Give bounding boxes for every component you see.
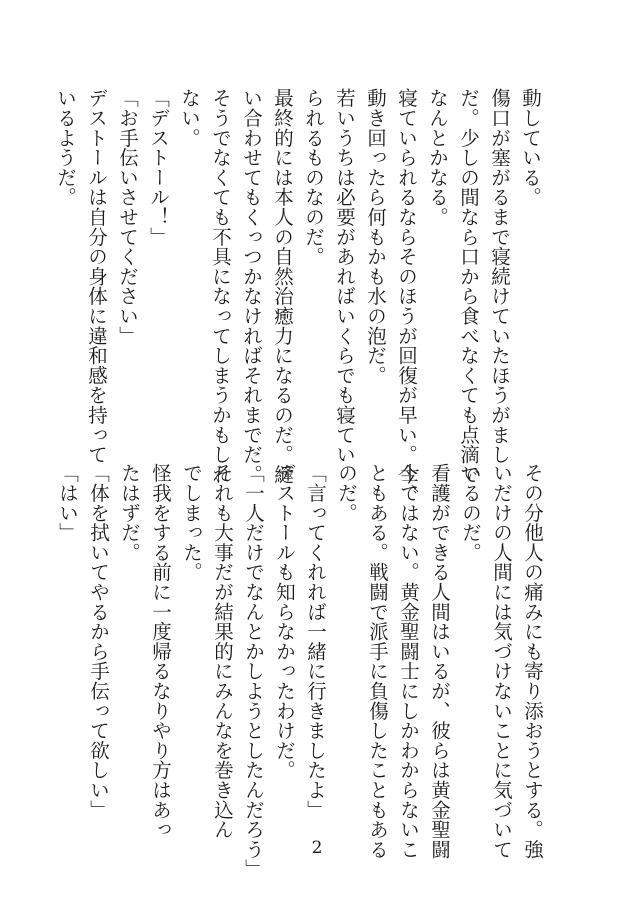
text-column: 寝ていられるならそのほうが回復が早い。今、: [395, 88, 418, 504]
text-column: デストールは自分の身体に違和感を持って: [85, 88, 108, 465]
text-column: 若いうちは必要があればいくらでも寝てい: [333, 88, 356, 465]
text-column: その分他人の痛みにも寄り添おうとする。強: [521, 463, 544, 859]
text-column: ともある。戦闘で派手に負傷したこともある: [366, 463, 389, 859]
text-column: でしまった。: [180, 463, 203, 582]
text-column: 傷口が塞がるまで寝続けていたほうがまし: [488, 88, 511, 465]
text-column: いるのだ。: [459, 463, 482, 562]
text-column: ない。: [178, 88, 201, 148]
text-column: のだ。: [335, 463, 358, 523]
text-column: 動している。: [519, 88, 542, 207]
text-column: い合わせてもくっつかなければそれまでだ。: [240, 88, 263, 484]
text-column: だ。少しの間なら口から食べなくても点滴で: [457, 88, 480, 484]
text-column: られるものなのだ。: [302, 88, 325, 267]
lower-text-block: [52, 463, 548, 879]
dialogue-column: 「デストール！」: [147, 88, 170, 247]
text-column: それも大事だが結果的にみんなを巻き込ん: [211, 463, 234, 840]
dialogue-column: 「お手伝いさせてください」: [116, 88, 139, 346]
dialogue-column: 「体を拭いてやるから手伝って欲しい」: [87, 463, 110, 820]
dialogue-column: 「はい」: [56, 463, 79, 543]
dialogue-column: 「言ってくれれば一緒に行きましたよ」: [304, 463, 327, 820]
text-column: なんとかなる。: [426, 88, 449, 227]
text-column: 怪我をする前に一度帰るなりやり方はあっ: [149, 463, 172, 840]
text-column: そうでなくても不具になってしまうかもしれ: [209, 88, 232, 484]
dialogue-column: 「一人だけでなんとかしようとしたんだろう」: [242, 463, 265, 879]
text-column: 士ではない。黄金聖闘士にしかわからないこ: [397, 463, 420, 859]
text-column: たはずだ。: [118, 463, 141, 562]
page-number: 2: [311, 838, 323, 858]
text-column: いだけの人間には気づけないことに気づいて: [490, 463, 513, 859]
text-column: 看護ができる人間はいるが、彼らは黄金聖闘: [428, 463, 451, 859]
text-column: 最終的には本人の自然治癒力になるのだ。縫: [271, 88, 294, 484]
text-column: いるようだ。: [54, 88, 77, 207]
text-column: デストールも知らなかったわけだ。: [273, 463, 296, 780]
text-column: 動き回ったら何もかも水の泡だ。: [364, 88, 387, 385]
